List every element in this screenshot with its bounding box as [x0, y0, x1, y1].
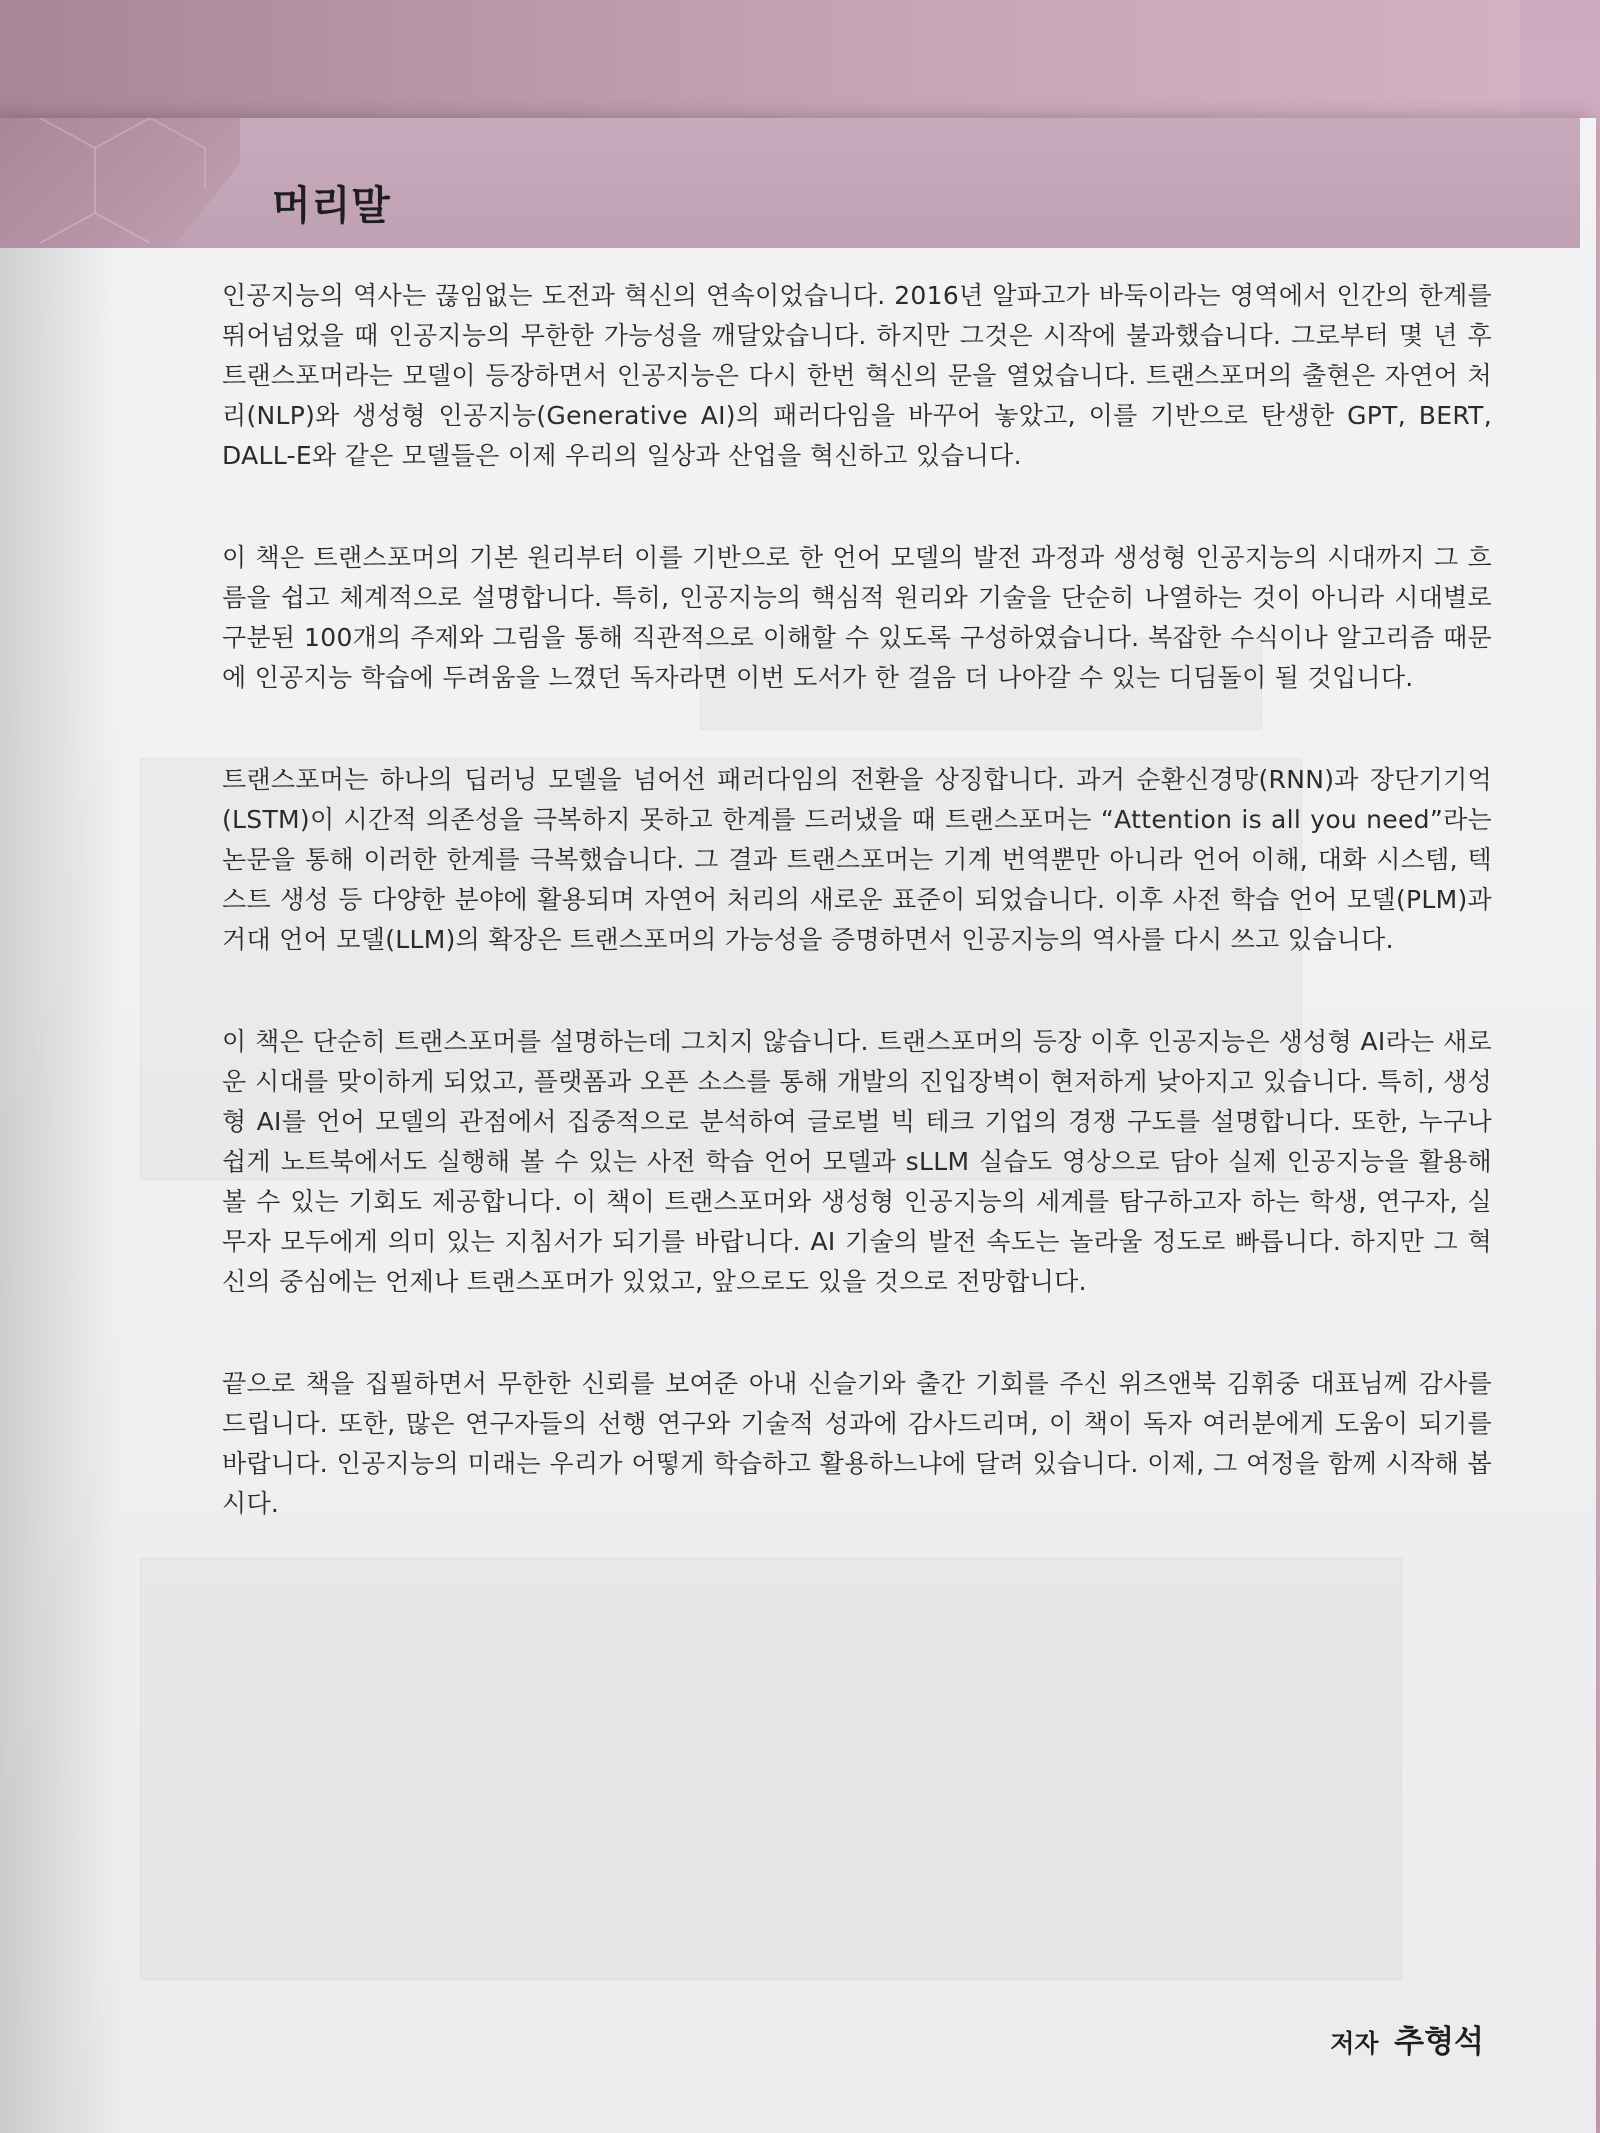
author-name: 추형석	[1394, 2024, 1484, 2060]
paragraph: 이 책은 트랜스포머의 기본 원리부터 이를 기반으로 한 언어 모델의 발전 과정과 생성형 인공지능의 시대까지 그 흐름을 쉽고 체계적으로 설명합니다. 특히, 인공지능의 핵심적 원리와 기술을 단순히 나열하는 것이 아니라 시대별로 구분된 100개의 주제와 그림을 통해 직관적으로 이해할 수 있도록 구성하였습니다. 복잡한 수식이나 알고리즘 때문에 인공지능 학습에 두려움을 느꼈던 독자라면 이번 도서가 한 걸음 더 나아갈 수 있는 디딤돌이 될 것입니다.	[222, 543, 1492, 692]
paragraph: 끝으로 책을 집필하면서 무한한 신뢰를 보여준 아내 신슬기와 출간 기회를 주신 위즈앤북 김휘중 대표님께 감사를 드립니다. 또한, 많은 연구자들의 선행 연구와 기술적 성과에 감사드리며, 이 책이 독자 여러분에게 도움이 되기를 바랍니다. 인공지능의 미래는 우리가 어떻게 학습하고 활용하느냐에 달려 있습니다. 이제, 그 여정을 함께 시작해 봅시다.	[222, 1369, 1492, 1518]
author-label: 저자	[1330, 2029, 1379, 2058]
chapter-header-band	[0, 118, 1580, 248]
hexagon-outline-icon	[0, 118, 240, 248]
paragraph: 트랜스포머는 하나의 딥러닝 모델을 넘어선 패러다임의 전환을 상징합니다. 과거 순환신경망(RNN)과 장단기기억(LSTM)이 시간적 의존성을 극복하지 못하고 한계를 드러냈을 때 트랜스포머는 “Attention is all you need”라는 논문을 통해 이러한 한계를 극복했습니다. 그 결과 트랜스포머는 기계 번역뿐만 아니라 언어 이해, 대화 시스템, 텍스트 생성 등 다양한 분야에 활용되며 자연어 처리의 새로운 표준이 되었습니다. 이후 사전 학습 언어 모델(PLM)과 거대 언어 모델(LLM)의 확장은 트랜스포머의 가능성을 증명하면서 인공지능의 역사를 다시 쓰고 있습니다.	[222, 765, 1492, 954]
book-page	[0, 118, 1596, 2133]
page-title: 머리말	[272, 183, 391, 229]
preface-body	[222, 276, 1492, 2036]
author-signature	[1330, 2016, 1484, 2061]
paragraph: 인공지능의 역사는 끊임없는 도전과 혁신의 연속이었습니다. 2016년 알파고가 바둑이라는 영역에서 인간의 한계를 뛰어넘었을 때 인공지능의 무한한 가능성을 깨달았습니다. 하지만 그것은 시작에 불과했습니다. 그로부터 몇 년 후 트랜스포머라는 모델이 등장하면서 인공지능은 다시 한번 혁신의 문을 열었습니다. 트랜스포머의 출현은 자연어 처리(NLP)와 생성형 인공지능(Generative AI)의 패러다임을 바꾸어 놓았고, 이를 기반으로 탄생한 GPT, BERT, DALL-E와 같은 모델들은 이제 우리의 일상과 산업을 혁신하고 있습니다.	[222, 281, 1492, 470]
paragraph: 이 책은 단순히 트랜스포머를 설명하는데 그치지 않습니다. 트랜스포머의 등장 이후 인공지능은 생성형 AI라는 새로운 시대를 맞이하게 되었고, 플랫폼과 오픈 소스를 통해 개발의 진입장벽이 현저하게 낮아지고 있습니다. 특히, 생성형 AI를 언어 모델의 관점에서 집중적으로 분석하여 글로벌 빅 테크 기업의 경쟁 구도를 설명합니다. 또한, 누구나 쉽게 노트북에서도 실행해 볼 수 있는 사전 학습 언어 모델과 sLLM 실습도 영상으로 담아 실제 인공지능을 활용해 볼 수 있는 기회도 제공합니다. 이 책이 트랜스포머와 생성형 인공지능의 세계를 탐구하고자 하는 학생, 연구자, 실무자 모두에게 의미 있는 지침서가 되기를 바랍니다. AI 기술의 발전 속도는 놀라울 정도로 빠릅니다. 하지만 그 혁신의 중심에는 언제나 트랜스포머가 있었고, 앞으로도 있을 것으로 전망합니다.	[222, 1027, 1492, 1296]
